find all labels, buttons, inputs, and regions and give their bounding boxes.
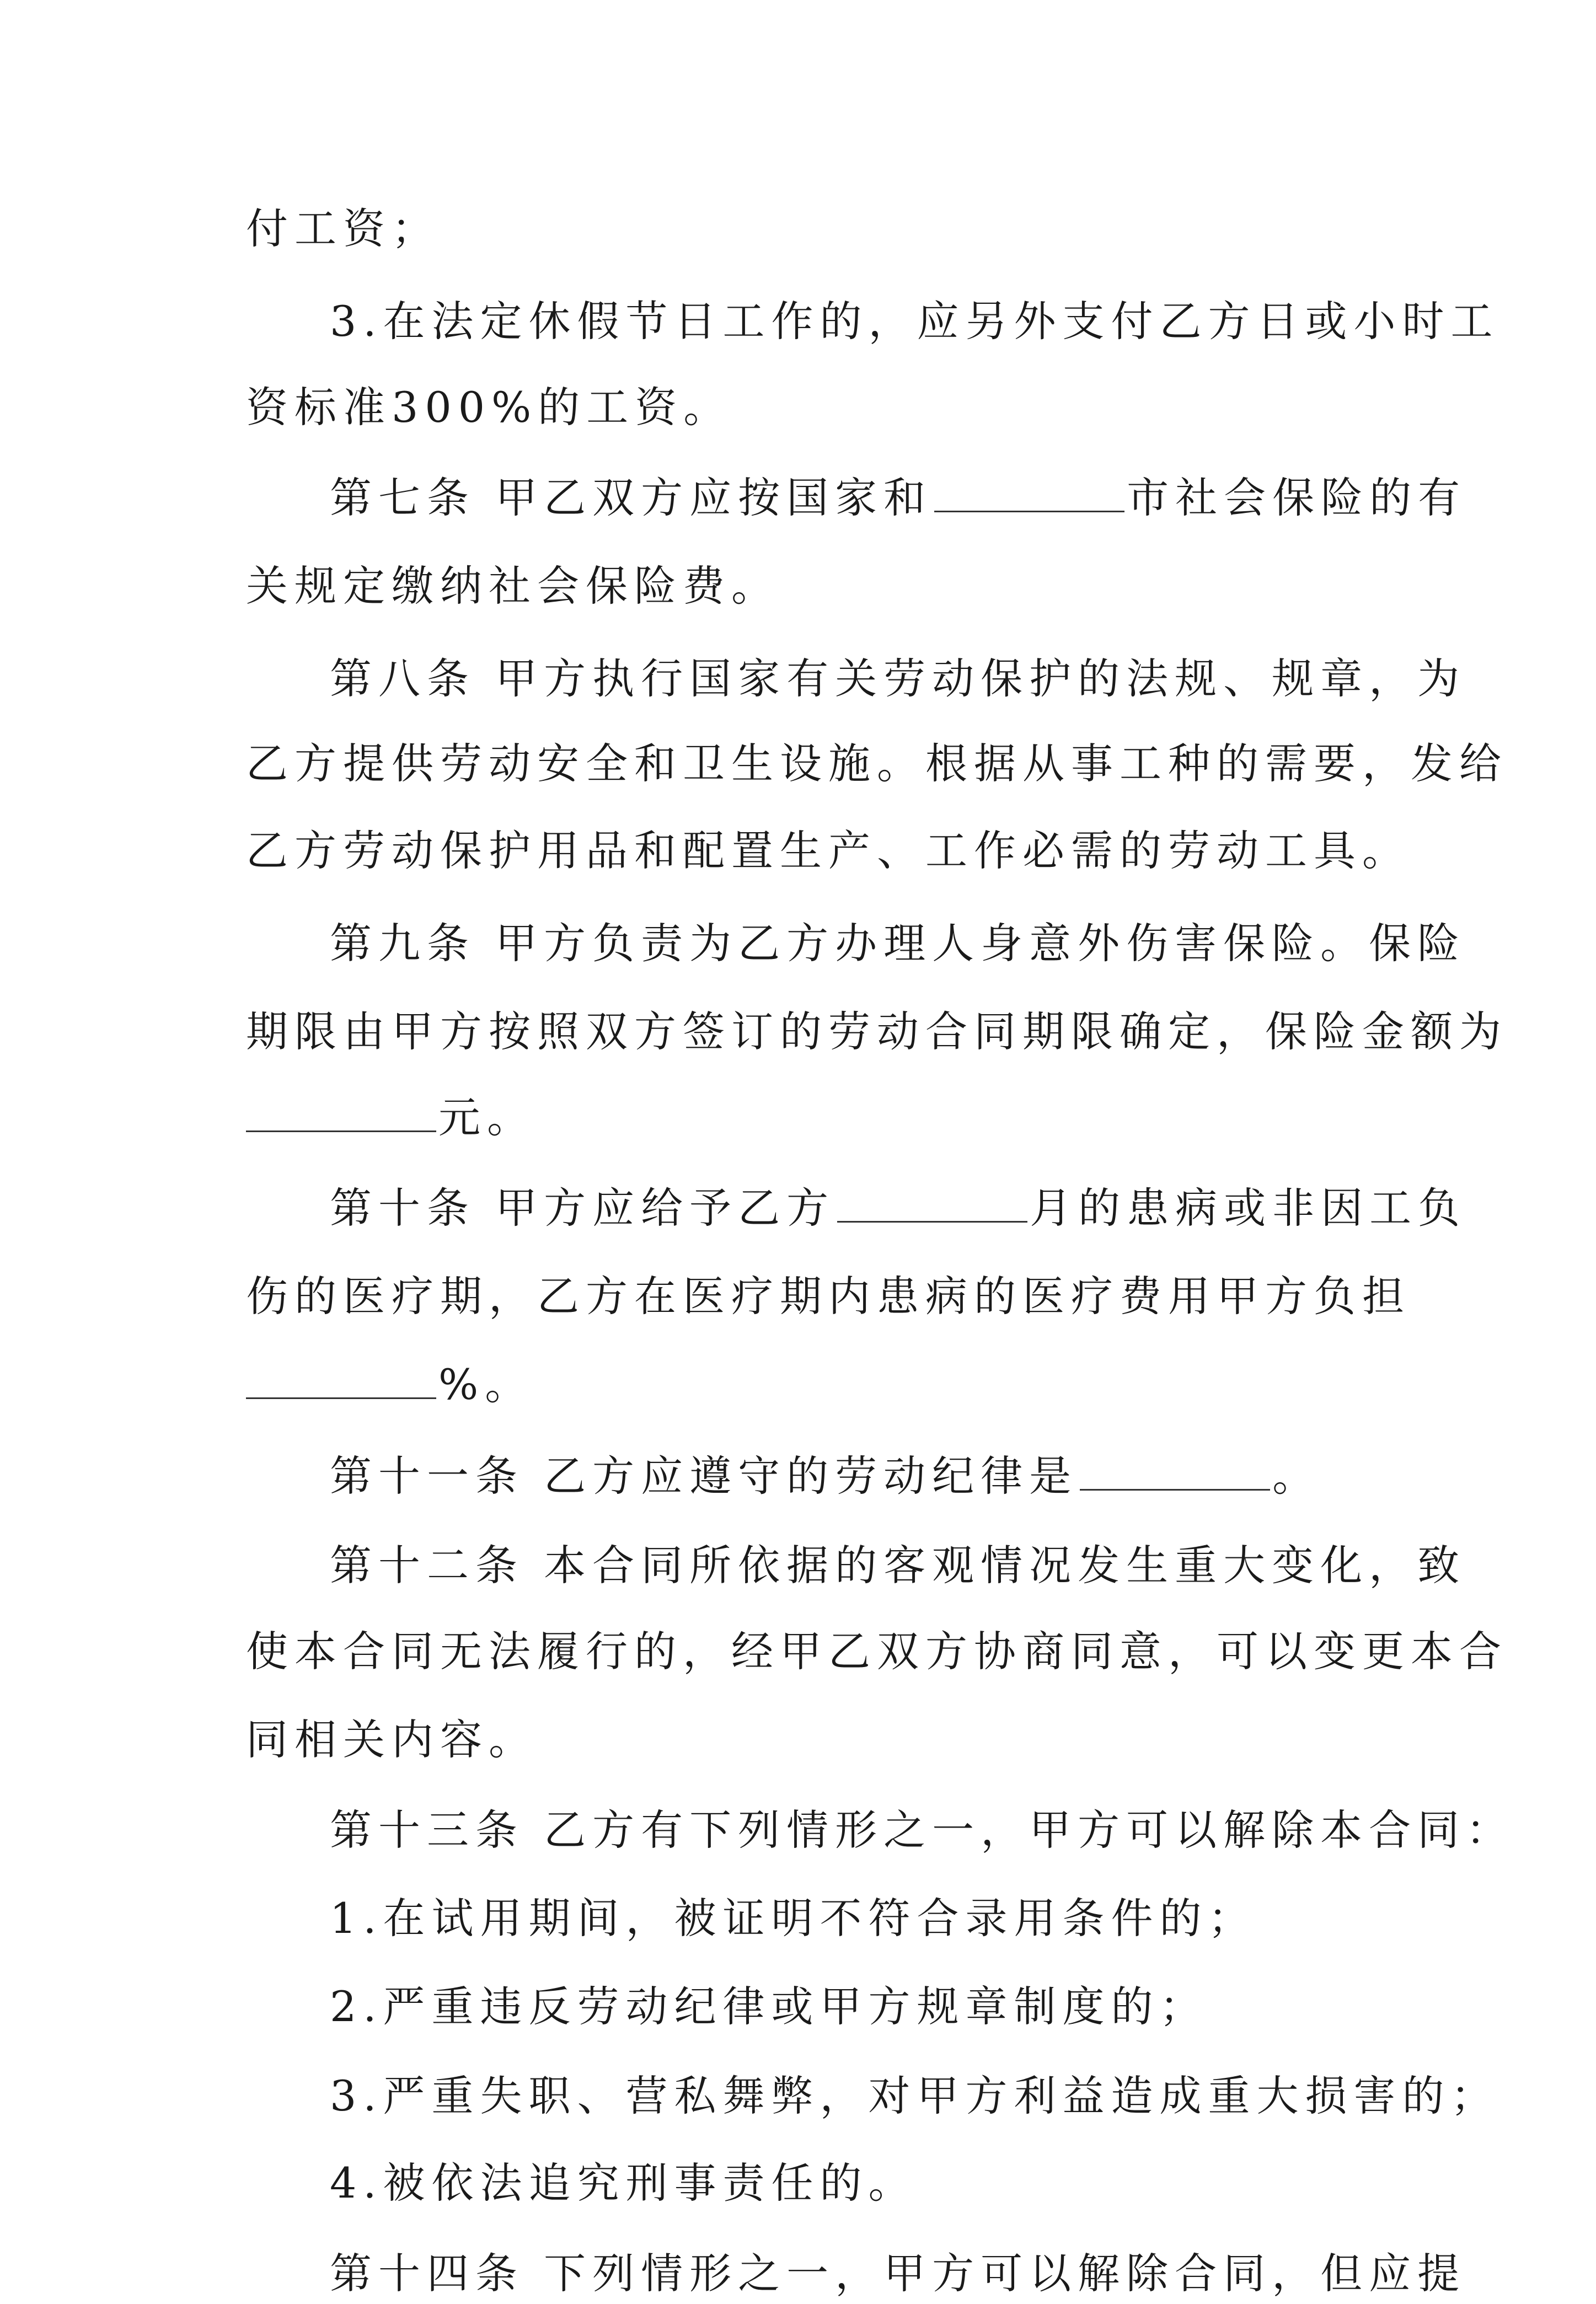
- line-text: 资标准300%的工资。: [246, 383, 732, 432]
- line-text: 市社会保险的有: [1127, 473, 1467, 522]
- line-text: 月的患病或非因工负: [1030, 1183, 1467, 1233]
- text-line: [330, 1178, 1466, 1239]
- text-line: [330, 468, 1466, 528]
- line-text: 元。: [438, 1093, 535, 1142]
- text-line: [330, 1888, 1257, 1949]
- text-line: [246, 377, 732, 438]
- line-text: 第十三条 乙方有下列情形之一，甲方可以解除本合同：: [330, 1805, 1515, 1855]
- text-line: [246, 1621, 1508, 1682]
- line-text: 乙方提供劳动安全和卫生设施。根据从事工种的需要，发给: [246, 739, 1508, 788]
- line-text: 第十条 甲方应给予乙方: [330, 1183, 836, 1233]
- text-line: [246, 1087, 535, 1148]
- fill-in-blank[interactable]: [246, 1359, 436, 1399]
- line-text: 1.在试用期间，被证明不符合录用条件的；: [330, 1894, 1257, 1943]
- line-text: 使本合同无法履行的，经甲乙双方协商同意，可以变更本合: [246, 1627, 1508, 1676]
- text-line: [330, 913, 1466, 974]
- line-text: 第七条 甲乙双方应按国家和: [330, 473, 933, 522]
- text-line: [330, 2066, 1499, 2126]
- line-text: 第九条 甲方负责为乙方办理人身意外伤害保险。保险: [330, 919, 1466, 968]
- fill-in-blank[interactable]: [934, 472, 1124, 512]
- line-text: 伤的医疗期，乙方在医疗期内患病的医疗费用甲方负担: [246, 1272, 1411, 1321]
- line-text: 第八条 甲方执行国家有关劳动保护的法规、规章，为: [330, 654, 1466, 703]
- line-text: 3.严重失职、营私舞弊，对甲方利益造成重大损害的；: [330, 2071, 1499, 2120]
- text-line: [246, 1001, 1508, 1062]
- line-text: 第十四条 下列情形之一，甲方可以解除合同，但应提: [330, 2249, 1466, 2298]
- line-text: 关规定缴纳社会保险费。: [246, 561, 780, 610]
- text-line: [246, 821, 1411, 881]
- line-text: 3.在法定休假节日工作的，应另外支付乙方日或小时工: [330, 297, 1499, 346]
- fill-in-blank[interactable]: [837, 1182, 1027, 1223]
- text-line: [246, 556, 780, 617]
- text-line: [330, 1446, 1321, 1507]
- line-text: 同相关内容。: [246, 1715, 537, 1764]
- text-line: [330, 2153, 917, 2214]
- line-text: 期限由甲方按照双方签订的劳动合同期限确定，保险金额为: [246, 1007, 1508, 1056]
- line-text: 乙方劳动保护用品和配置生产、工作必需的劳动工具。: [246, 826, 1411, 875]
- text-line: [330, 291, 1499, 352]
- text-line: [330, 1976, 1208, 2037]
- fill-in-blank[interactable]: [1080, 1450, 1270, 1491]
- text-line: [246, 1710, 537, 1770]
- line-text: 第十二条 本合同所依据的客观情况发生重大变化，致: [330, 1541, 1466, 1590]
- line-text: 4.被依法追究刑事责任的。: [330, 2158, 917, 2207]
- line-text: 付工资；: [246, 204, 440, 253]
- line-text: 2.严重违反劳动纪律或甲方规章制度的；: [330, 1982, 1208, 2031]
- text-line: [246, 1354, 533, 1415]
- text-line: [246, 1266, 1411, 1327]
- line-text: %。: [438, 1360, 534, 1409]
- line-text: 第十一条 乙方应遵守的劳动纪律是: [330, 1451, 1078, 1501]
- fill-in-blank[interactable]: [246, 1092, 436, 1132]
- line-text: 。: [1272, 1451, 1321, 1501]
- text-line: [330, 1800, 1514, 1861]
- text-line: [330, 1535, 1466, 1596]
- text-line: [330, 649, 1466, 709]
- text-line: [246, 199, 440, 259]
- text-line: [330, 2243, 1466, 2304]
- text-line: [246, 733, 1508, 794]
